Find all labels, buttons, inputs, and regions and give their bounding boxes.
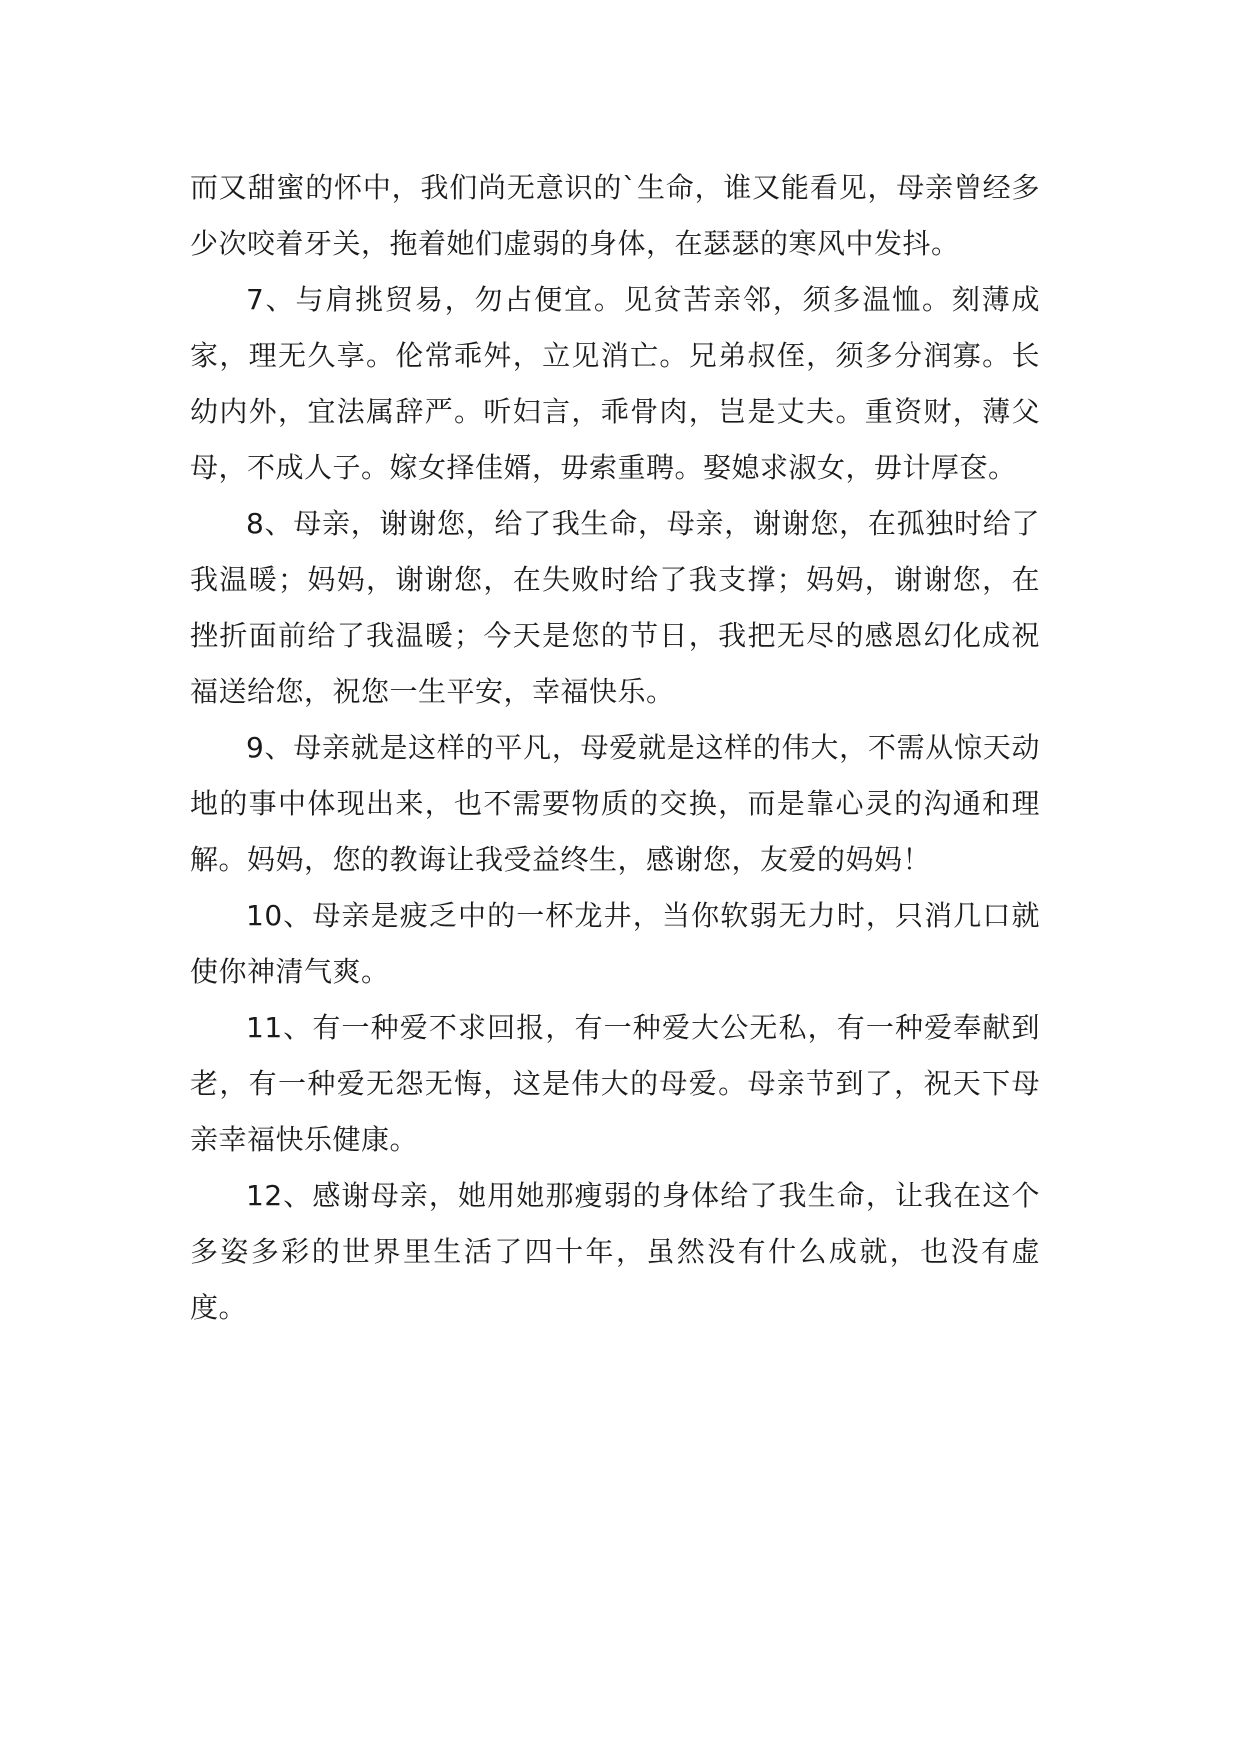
paragraph-8: 8、母亲，谢谢您，给了我生命，母亲，谢谢您，在孤独时给了我温暖；妈妈，谢谢您，在失败时给了我支撑；妈妈，谢谢您，在挫折面前给了我温暖；今天是您的节日，我把无尽的感恩幻化成祝福送给您，祝您一生平安，幸福快乐。 <box>190 507 1040 708</box>
paragraph-9: 9、母亲就是这样的平凡，母爱就是这样的伟大，不需从惊天动地的事中体现出来，也不需要物质的交换，而是靠心灵的沟通和理解。妈妈，您的教诲让我受益终生，感谢您，友爱的妈妈！ <box>190 731 1040 876</box>
paragraph-12: 12、感谢母亲，她用她那瘦弱的身体给了我生命，让我在这个多姿多彩的世界里生活了四十年，虽然没有什么成就，也没有虚度。 <box>190 1179 1040 1324</box>
paragraph-10: 10、母亲是疲乏中的一杯龙井，当你软弱无力时，只消几口就使你神清气爽。 <box>190 899 1040 988</box>
document-body <box>190 160 1040 1336</box>
paragraph-11: 11、有一种爱不求回报，有一种爱大公无私，有一种爱奉献到老，有一种爱无怨无悔，这是伟大的母爱。母亲节到了，祝天下母亲幸福快乐健康。 <box>190 1011 1040 1156</box>
paragraph-7: 7、与肩挑贸易，勿占便宜。见贫苦亲邻，须多温恤。刻薄成家，理无久享。伦常乖舛，立见消亡。兄弟叔侄，须多分润寡。长幼内外，宜法属辞严。听妇言，乖骨肉，岂是丈夫。重资财，薄父母，不成人子。嫁女择佳婿，毋索重聘。娶媳求淑女，毋计厚奁。 <box>190 283 1040 484</box>
paragraph-continuation: 而又甜蜜的怀中，我们尚无意识的`生命，谁又能看见，母亲曾经多少次咬着牙关，拖着她们虚弱的身体，在瑟瑟的寒风中发抖。 <box>190 171 1040 260</box>
